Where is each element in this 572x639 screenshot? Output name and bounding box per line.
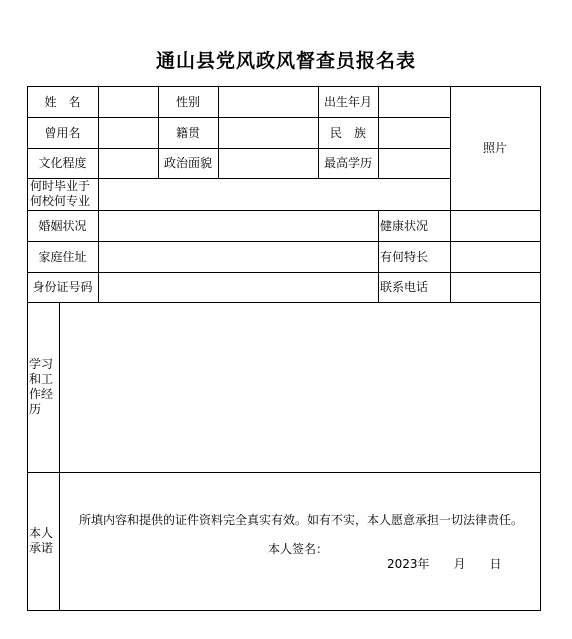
- label-graduation: 何时毕业于 何校何专业: [30, 179, 91, 208]
- grid-line: [540, 86, 541, 611]
- gender-field[interactable]: [219, 87, 318, 117]
- label-phone: 联系电话: [380, 280, 429, 294]
- signature-label: 本人签名：: [268, 542, 329, 556]
- label-marital-status: 婚姻状况: [38, 218, 87, 233]
- grid-line: [27, 472, 541, 473]
- grid-line: [378, 210, 379, 303]
- graduation-field[interactable]: [99, 179, 450, 210]
- specialty-field[interactable]: [451, 242, 540, 272]
- birth-field[interactable]: [379, 87, 450, 117]
- commitment-statement: 所填内容和提供的证件资料完全真实有效。如有不实，本人愿意承担一切法律责任。: [79, 513, 524, 527]
- label-commitment: 本人 承诺: [29, 526, 54, 555]
- former-name-field[interactable]: [99, 118, 158, 148]
- ethnicity-field[interactable]: [379, 118, 450, 148]
- id-number-field[interactable]: [99, 273, 378, 302]
- label-name: 姓 名: [44, 94, 81, 109]
- phone-field[interactable]: [451, 273, 540, 302]
- commitment-date: 2023年 月 日: [387, 557, 502, 571]
- label-highest-degree: 最高学历: [323, 156, 372, 170]
- label-political-status: 政治面貌: [163, 156, 212, 170]
- label-education: 文化程度: [38, 156, 87, 170]
- marital-status-field[interactable]: [99, 211, 378, 241]
- label-experience: 学习 和工 作经 历: [29, 357, 54, 416]
- native-place-field[interactable]: [219, 118, 318, 148]
- label-native-place: 籍贯: [175, 125, 200, 140]
- label-id-number: 身份证号码: [32, 280, 93, 294]
- experience-field[interactable]: [60, 303, 540, 472]
- political-status-field[interactable]: [219, 149, 318, 178]
- education-field[interactable]: [99, 149, 158, 178]
- name-field[interactable]: [99, 87, 158, 117]
- grid-line: [27, 610, 541, 611]
- address-field[interactable]: [99, 242, 378, 272]
- label-gender: 性别: [175, 94, 200, 109]
- photo-box[interactable]: 照片: [482, 141, 507, 155]
- health-field[interactable]: [451, 211, 540, 241]
- label-ethnicity: 民 族: [329, 125, 366, 140]
- label-former-name: 曾用名: [44, 125, 81, 140]
- highest-degree-field[interactable]: [379, 149, 450, 178]
- signature-field[interactable]: [330, 539, 510, 557]
- label-specialty: 有何特长: [380, 249, 429, 264]
- label-health: 健康状况: [380, 218, 429, 233]
- label-address: 家庭住址: [38, 249, 87, 264]
- form-title: 通山县党风政风督查员报名表: [155, 50, 416, 72]
- label-birth: 出生年月: [323, 94, 372, 109]
